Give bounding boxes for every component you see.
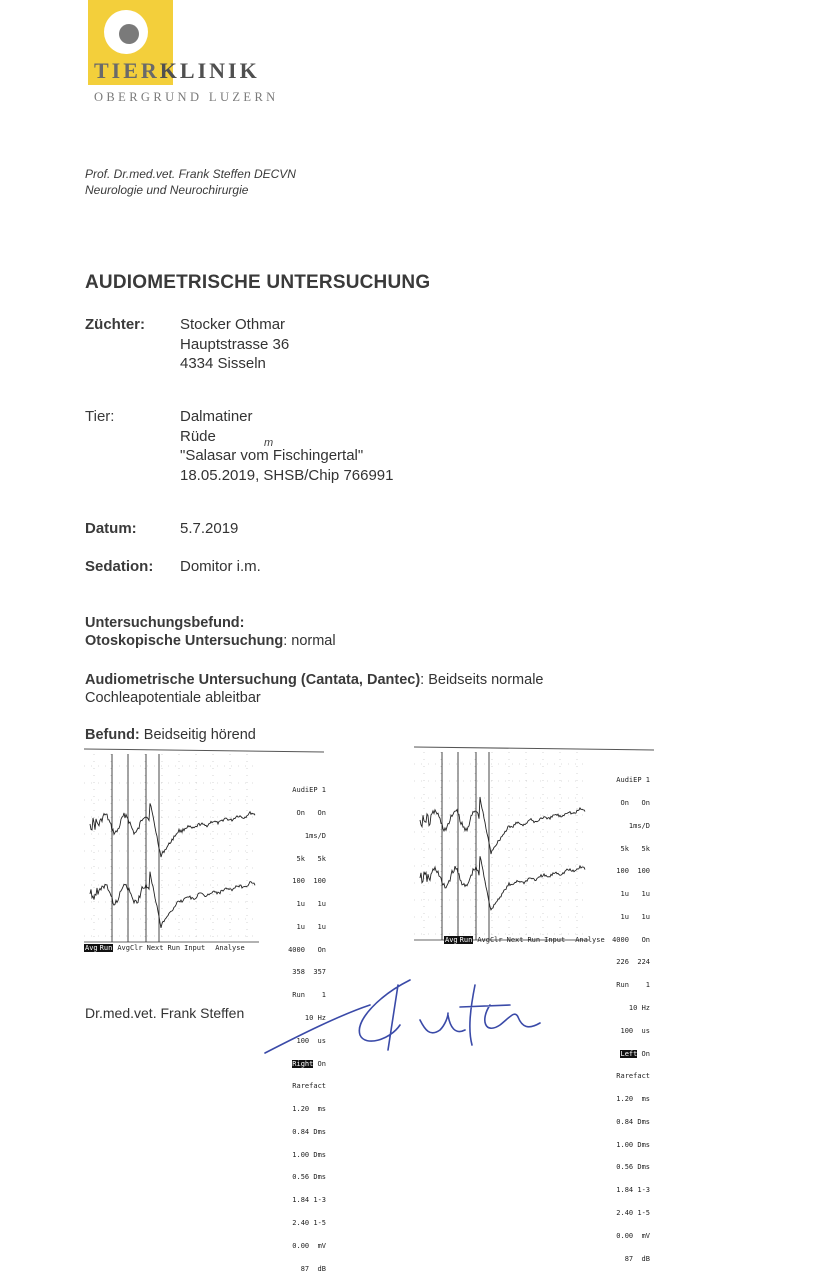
signer-name: Dr.med.vet. Frank Steffen (85, 1005, 245, 1021)
softkey-run: Run (459, 936, 473, 944)
ear-side-label: Left (620, 1049, 638, 1058)
settings-line: On On (296, 808, 326, 817)
settings-line: 1.00 Dms (292, 1150, 326, 1159)
settings-line: 87 dB (624, 1254, 650, 1263)
clinic-name-part2: KLINIK (159, 58, 260, 83)
settings-line: 100 us (620, 1026, 650, 1035)
settings-line: 100 100 (292, 877, 326, 886)
settings-line: 1u 1u (296, 900, 326, 909)
settings-line: 2.40 1-5 (616, 1209, 650, 1218)
ear-side-label: Right (292, 1059, 314, 1068)
settings-line: 0.56 Dms (616, 1163, 650, 1172)
result-block (85, 726, 725, 744)
plot-left-settings (588, 762, 650, 1278)
clinic-location: OBERGRUND LUZERN (94, 90, 279, 104)
settings-line: 0.00 mV (292, 1241, 326, 1250)
settings-line: 4000 On (612, 935, 650, 944)
handwritten-correction: m (264, 437, 274, 449)
sedation-value: Domitor i.m. (180, 558, 261, 575)
softkey-input: Input (184, 944, 206, 952)
settings-line: 10 Hz (304, 1014, 326, 1022)
audiometry-value: : Beidseits normale (420, 672, 544, 688)
date-value: 5.7.2019 (180, 520, 239, 537)
softkey-avg: Avg (445, 936, 458, 944)
settings-line: Run 1 (292, 991, 326, 1000)
settings-line: AudiEP 1 (292, 786, 326, 795)
handwritten-signature (260, 975, 560, 1056)
settings-line: 226 224 (616, 958, 650, 967)
doctor-specialty: Neurologie und Neurochirurgie (85, 183, 249, 197)
breeder-name: Stocker Othmar (180, 316, 286, 333)
plot-left-softkeys (444, 936, 609, 944)
settings-line: 100 us (296, 1036, 326, 1045)
animal-details (180, 407, 394, 485)
page-title: AUDIOMETRISCHE UNTERSUCHUNG (85, 272, 431, 293)
audiometry-label: Audiometrische Untersuchung (Cantata, Dantec) (85, 672, 421, 688)
softkey-run: Run (99, 944, 113, 952)
logo-dot-icon (119, 24, 139, 44)
settings-line: 1u 1u (296, 922, 326, 931)
result-label: Befund: (85, 727, 140, 743)
ear-side-state: On (313, 1059, 326, 1068)
evoked-potential-trace (420, 797, 585, 854)
doctor-name: Prof. Dr.med.vet. Frank Steffen DECVN (85, 167, 296, 181)
softkey-run2: Run (527, 936, 541, 944)
doctor-block (85, 166, 296, 198)
settings-line: 87 dB (300, 1264, 326, 1273)
animal-name: "Salasar vom Fischingertal" (180, 447, 364, 464)
settings-line: 5k 5k (296, 854, 326, 863)
evoked-potential-trace (90, 803, 255, 857)
settings-line: Rarefact (616, 1072, 650, 1081)
breeder-street: Hauptstrasse 36 (180, 335, 290, 353)
settings-line: 0.56 Dms (292, 1173, 326, 1182)
plot-top-border (84, 749, 324, 752)
settings-line: 4000 On (288, 945, 326, 954)
settings-line: 1.84 1-3 (616, 1186, 650, 1195)
findings-heading: Untersuchungsbefund: (85, 615, 245, 631)
audiometry-plot-left (414, 744, 664, 1263)
animal-sex: Rüde (180, 427, 216, 445)
settings-line: 10 Hz (628, 1004, 650, 1012)
otoscopy-value: : normal (283, 633, 336, 649)
softkey-avg: Avg (85, 944, 98, 952)
animal-label: Tier: (85, 408, 115, 425)
audiometry-value-line2: Cochleapotentiale ableitbar (85, 690, 261, 706)
plot-top-border (414, 747, 654, 750)
settings-line: On On (620, 798, 650, 807)
settings-line: 1u 1u (620, 912, 650, 921)
sedation-label: Sedation: (85, 558, 154, 575)
settings-line: 0.00 mV (616, 1231, 650, 1240)
breeder-address (180, 315, 289, 374)
settings-line: 5k 5k (620, 844, 650, 853)
settings-line: 1ms/D (628, 821, 650, 830)
audiometry-block (85, 671, 725, 707)
softkey-next: Next (506, 936, 524, 944)
softkey-analyse: Analyse (575, 936, 605, 944)
softkey-run2: Run (167, 944, 181, 952)
settings-line: 0.84 Dms (616, 1117, 650, 1126)
settings-line: 1.20 ms (616, 1095, 650, 1104)
clinic-name (94, 58, 260, 84)
result-value: Beidseitig hörend (139, 727, 256, 743)
settings-line: 0.84 Dms (292, 1127, 326, 1136)
softkey-avgclr: AvgClr (477, 936, 503, 944)
softkey-next: Next (146, 944, 164, 952)
settings-line: 1.84 1-3 (292, 1196, 326, 1205)
ear-side-state: On (637, 1049, 650, 1058)
settings-line: 358 357 (292, 968, 326, 977)
clinic-name-part1: TIER (94, 58, 160, 83)
settings-line: 1.00 Dms (616, 1140, 650, 1149)
softkey-avgclr: AvgClr (117, 944, 143, 952)
findings-block (85, 614, 725, 650)
animal-breed: Dalmatiner (180, 408, 253, 425)
softkey-analyse: Analyse (215, 944, 245, 952)
settings-line: 2.40 1-5 (292, 1219, 326, 1228)
breeder-label: Züchter: (85, 316, 145, 333)
softkey-input: Input (544, 936, 566, 944)
settings-line: 1.20 ms (292, 1105, 326, 1114)
animal-birth-chip: 18.05.2019, SHSB/Chip 766991 (180, 466, 394, 484)
settings-line: Run 1 (616, 981, 650, 990)
plot-right-softkeys (84, 944, 249, 952)
settings-line: 1ms/D (304, 831, 326, 840)
settings-line: Rarefact (292, 1082, 326, 1091)
date-label: Datum: (85, 520, 137, 537)
settings-line: 100 100 (616, 867, 650, 876)
settings-line: AudiEP 1 (616, 776, 650, 785)
otoscopy-label: Otoskopische Untersuchung (85, 633, 284, 649)
settings-line: 1u 1u (620, 890, 650, 899)
breeder-city: 4334 Sisseln (180, 355, 266, 372)
